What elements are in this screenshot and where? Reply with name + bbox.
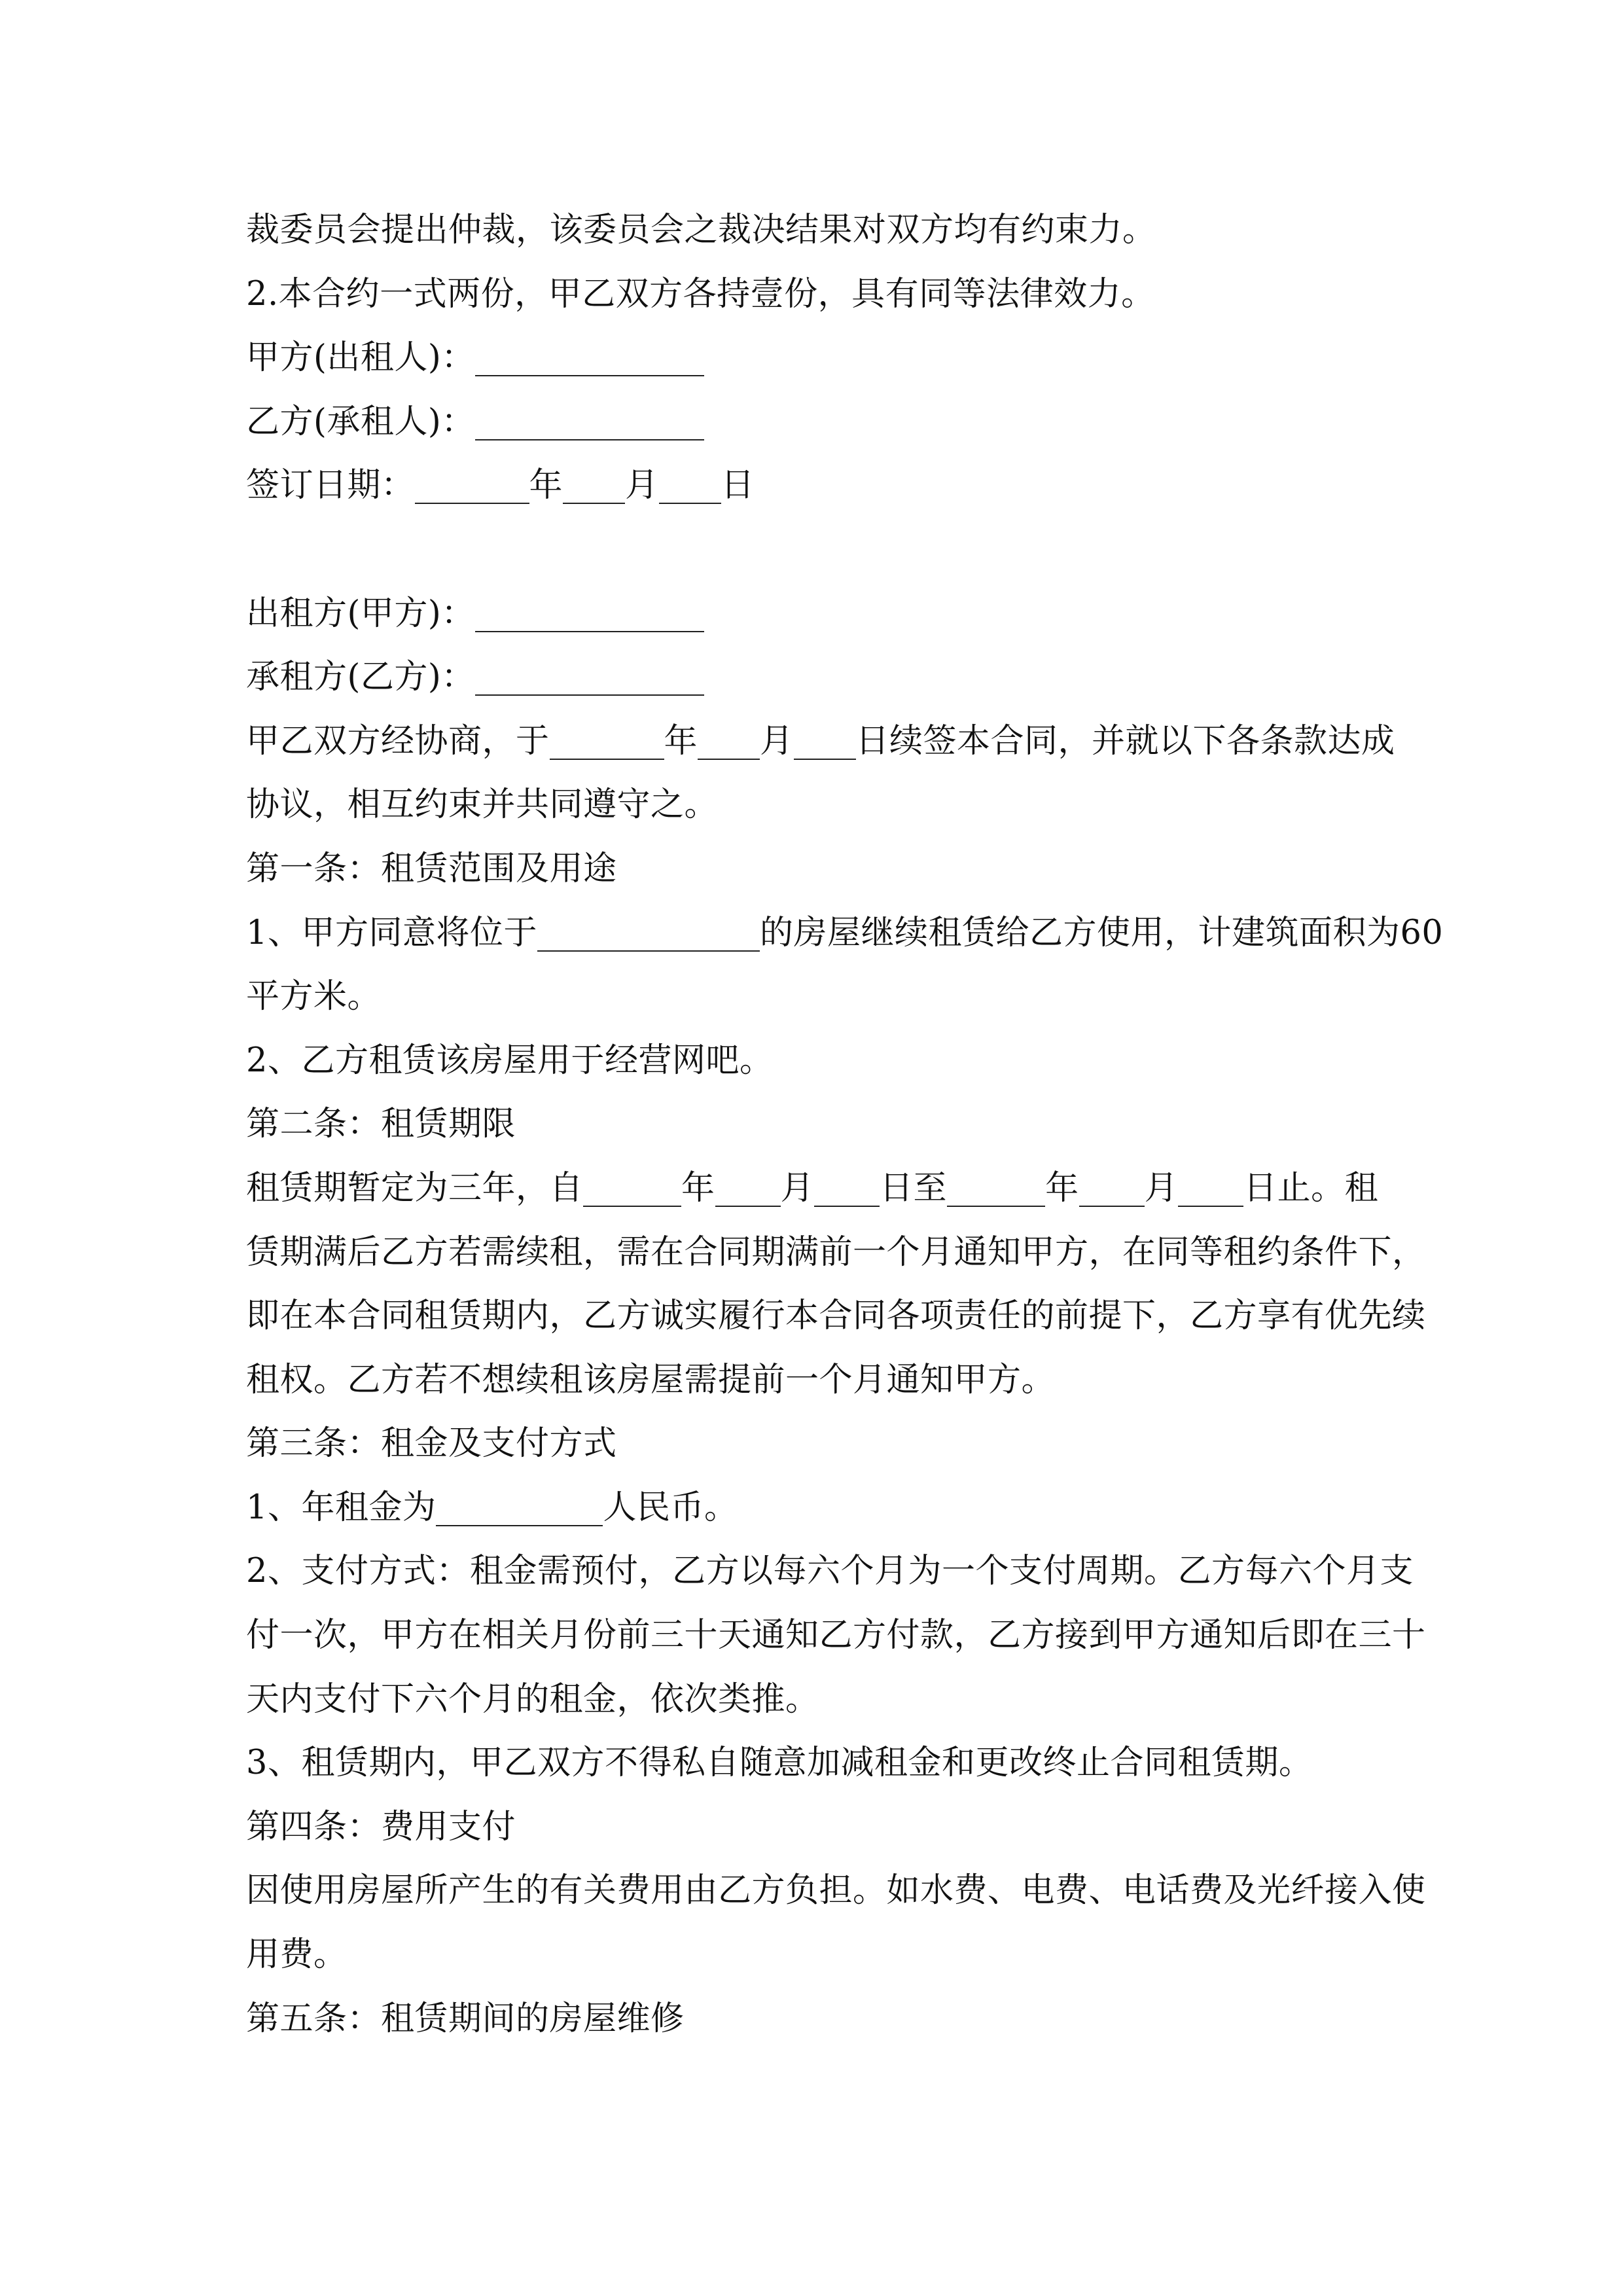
paragraph-line: 租权。乙方若不想续租该房屋需提前一个月通知甲方。: [246, 1360, 1056, 1399]
year-blank: [415, 469, 529, 504]
day-blank: [659, 469, 721, 504]
month-label: 月: [1144, 1168, 1179, 1208]
article-2-title: 第二条：租赁期限: [246, 1105, 516, 1144]
party-a-blank: [475, 341, 704, 376]
text-fragment: 租赁期暂定为三年，自: [246, 1168, 584, 1208]
party-b-signature-line: [246, 390, 1398, 454]
party-b-blank: [475, 405, 704, 440]
lessee-line: [246, 645, 1398, 709]
paragraph-line: 天内支付下六个月的租金，依次类推。: [246, 1679, 819, 1719]
month-blank: [563, 469, 625, 504]
lessor-line: [246, 582, 1398, 646]
paragraph-line: 赁期满后乙方若需续租，需在合同期满前一个月通知甲方，在同等租约条件下，: [246, 1232, 1426, 1272]
paragraph-line: 2、乙方租赁该房屋用于经营网吧。: [246, 1041, 774, 1080]
text-fragment: 的房屋继续租赁给乙方使用，计建筑面积为60: [759, 913, 1444, 952]
signing-date-label: 签订日期：: [246, 466, 415, 505]
text-fragment: 人民币。: [603, 1488, 738, 1527]
article-4-title: 第四条：费用支付: [246, 1807, 516, 1846]
text-fragment: 日止。租: [1243, 1168, 1379, 1208]
lessor-label: 出租方(甲方)：: [246, 594, 475, 633]
paragraph-line: 平方米。: [246, 977, 382, 1016]
lessee-blank: [475, 660, 704, 696]
month-blank: [698, 725, 760, 760]
rent-amount-blank: [436, 1491, 603, 1526]
year-label: 年: [1045, 1168, 1079, 1208]
party-a-label: 甲方(出租人)：: [246, 338, 475, 378]
contract-body: [246, 198, 1444, 2051]
paragraph-line: 即在本合同租赁期内，乙方诚实履行本合同各项责任的前提下，乙方享有优先续: [246, 1297, 1426, 1336]
month-label: 月: [760, 721, 794, 761]
article-5-title: 第五条：租赁期间的房屋维修: [246, 1999, 685, 2038]
signing-date-line: [246, 454, 1398, 518]
spacer: [246, 518, 1398, 582]
lessor-blank: [475, 597, 704, 632]
month-label: 月: [780, 1168, 815, 1208]
year-label: 年: [681, 1168, 715, 1208]
paragraph-line: 裁委员会提出仲裁，该委员会之裁决结果对双方均有约束力。: [246, 211, 1156, 249]
month-blank: [715, 1172, 781, 1207]
text-fragment: 日续签本合同，并就以下各条款达成: [855, 721, 1395, 761]
paragraph-line: 协议，相互约束并共同遵守之。: [246, 785, 719, 825]
paragraph-line: 用费。: [246, 1935, 348, 1975]
text-fragment: 1、年租金为: [246, 1488, 437, 1527]
day-label: 日: [721, 466, 755, 505]
year-label: 年: [664, 721, 698, 761]
lessee-label: 承租方(乙方)：: [246, 658, 475, 697]
month-label: 月: [625, 466, 659, 505]
month-blank: [1079, 1172, 1145, 1207]
year-label: 年: [529, 466, 563, 505]
text-fragment: 日至: [880, 1168, 948, 1208]
location-blank: [537, 916, 760, 952]
day-blank: [794, 725, 856, 760]
day-blank: [814, 1172, 880, 1207]
renewal-date-line: [246, 709, 1398, 774]
day-blank: [1178, 1172, 1243, 1207]
paragraph-line: 因使用房屋所产生的有关费用由乙方负担。如水费、电费、电话费及光纤接入使: [246, 1871, 1426, 1910]
article-1-title: 第一条：租赁范围及用途: [246, 849, 617, 888]
location-line: [246, 901, 1444, 965]
paragraph-line: 2.本合约一式两份，甲乙双方各持壹份，具有同等法律效力。: [246, 274, 1155, 314]
party-b-label: 乙方(承租人)：: [246, 402, 475, 441]
annual-rent-line: [246, 1476, 1398, 1540]
article-3-title: 第三条：租金及支付方式: [246, 1424, 617, 1463]
lease-term-line: [246, 1157, 1398, 1221]
text-fragment: 甲乙双方经协商，于: [246, 721, 550, 761]
text-fragment: 1、甲方同意将位于: [246, 913, 537, 952]
paragraph-line: 2、支付方式：租金需预付，乙方以每六个月为一个支付周期。乙方每六个月支: [246, 1552, 1414, 1591]
year-blank: [947, 1172, 1045, 1207]
party-a-signature-line: [246, 326, 1398, 390]
year-blank: [550, 725, 664, 760]
year-blank: [583, 1172, 681, 1207]
paragraph-line: 3、租赁期内，甲乙双方不得私自随意加减租金和更改终止合同租赁期。: [246, 1744, 1313, 1783]
paragraph-line: 付一次，甲方在相关月份前三十天通知乙方付款，乙方接到甲方通知后即在三十: [246, 1616, 1426, 1655]
